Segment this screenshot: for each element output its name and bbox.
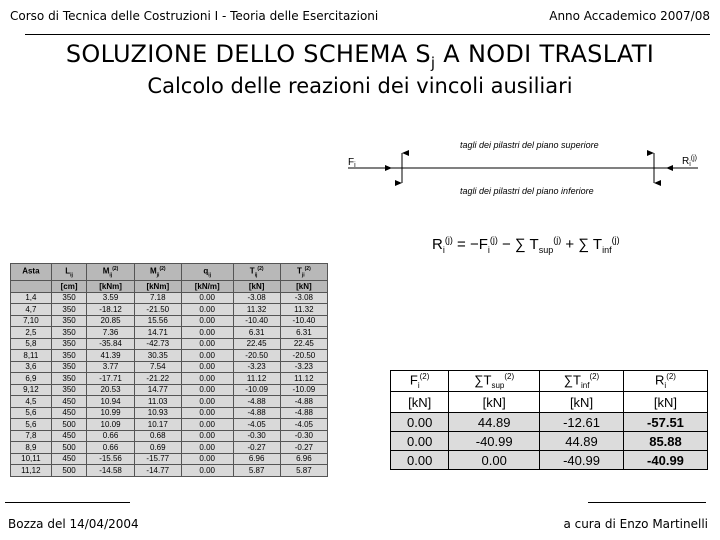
table-cell: 6.96 — [280, 453, 327, 465]
table-cell: 41.39 — [87, 350, 134, 362]
header-symbol: ∑T — [474, 372, 492, 388]
reactions-row — [391, 451, 708, 470]
unit-cell: [cm] — [51, 281, 87, 293]
unit-cell: [kNm] — [87, 281, 134, 293]
header-subscript: i — [664, 380, 667, 390]
table-cell: 500 — [51, 419, 87, 431]
table-cell: 15.56 — [134, 315, 181, 327]
header-symbol: R — [655, 372, 665, 388]
table-cell: 0.00 — [181, 465, 233, 477]
table-cell: 9,12 — [11, 384, 52, 396]
table-cell: 10.99 — [87, 407, 134, 419]
table-cell: 0.00 — [449, 451, 540, 470]
table-cell: -10.09 — [280, 384, 327, 396]
table-row — [11, 350, 328, 362]
table-cell: 22.45 — [280, 338, 327, 350]
table-cell: 5,6 — [11, 419, 52, 431]
table-row — [11, 373, 328, 385]
table-cell: 7.36 — [87, 327, 134, 339]
table-cell: 5.87 — [233, 465, 280, 477]
table-cell: 0.00 — [181, 338, 233, 350]
table-cell: 0.00 — [181, 384, 233, 396]
table-cell: -4.05 — [233, 419, 280, 431]
table-cell: -10.09 — [233, 384, 280, 396]
header-cell — [280, 264, 327, 281]
table-cell: -3.08 — [280, 292, 327, 304]
table-cell: 30.35 — [134, 350, 181, 362]
header-subscript: ji — [301, 272, 305, 279]
table-cell: 85.88 — [623, 432, 707, 451]
table-cell: -40.99 — [449, 432, 540, 451]
header-symbol: T — [249, 266, 255, 276]
table-cell: -4.88 — [280, 396, 327, 408]
table-cell: 5,6 — [11, 407, 52, 419]
academic-year: Anno Accademico 2007/08 — [549, 9, 710, 23]
table-cell: -3.08 — [233, 292, 280, 304]
table-row — [11, 396, 328, 408]
header-symbol: T — [296, 266, 302, 276]
table-cell: 20.53 — [87, 384, 134, 396]
table-cell: 350 — [51, 373, 87, 385]
header-symbol: q — [203, 266, 209, 276]
table-cell: 350 — [51, 361, 87, 373]
header-cell — [87, 264, 134, 281]
table-cell: 350 — [51, 338, 87, 350]
table-cell: 350 — [51, 384, 87, 396]
table-cell: -12.61 — [540, 413, 624, 432]
table-header-row — [11, 264, 328, 281]
table-cell: 350 — [51, 292, 87, 304]
table-row — [11, 384, 328, 396]
course-header: Corso di Tecnica delle Costruzioni I - Teoria delle Esercitazioni — [10, 9, 379, 23]
table-cell: -17.71 — [87, 373, 134, 385]
table-cell: 0.00 — [181, 361, 233, 373]
auxiliary-reactions-table — [390, 370, 708, 470]
table-cell: -14.77 — [134, 465, 181, 477]
table-cell: -18.12 — [87, 304, 134, 316]
table-row — [11, 361, 328, 373]
table-cell: 2,5 — [11, 327, 52, 339]
table-cell: 10.93 — [134, 407, 181, 419]
table-cell: 0.68 — [134, 430, 181, 442]
table-row — [11, 327, 328, 339]
table-cell: 0.00 — [181, 442, 233, 454]
table-cell: 14.71 — [134, 327, 181, 339]
header-cell — [233, 264, 280, 281]
table-cell: -3.23 — [233, 361, 280, 373]
table-cell: -0.27 — [233, 442, 280, 454]
table-cell: -35.84 — [87, 338, 134, 350]
table-cell: 11.32 — [280, 304, 327, 316]
table-cell: -20.50 — [233, 350, 280, 362]
table-cell: -21.50 — [134, 304, 181, 316]
table-cell: 0.00 — [181, 407, 233, 419]
table-cell: 10.09 — [87, 419, 134, 431]
unit-cell — [11, 281, 52, 293]
force-fi-label: $F_i$ — [348, 157, 356, 169]
table-cell: 3,6 — [11, 361, 52, 373]
upper-columns-shear-label: tagli dei pilastri del piano superiore — [460, 140, 599, 150]
table-cell: 0.69 — [134, 442, 181, 454]
unit-cell: [kN] — [391, 392, 449, 413]
table-cell: 0.00 — [391, 432, 449, 451]
table-cell: 10.17 — [134, 419, 181, 431]
unit-cell: [kN] — [540, 392, 624, 413]
header-superscript: (2) — [419, 372, 430, 382]
table-cell: 8,9 — [11, 442, 52, 454]
unit-cell: [kN] — [449, 392, 540, 413]
table-row — [11, 292, 328, 304]
table-cell: 0.00 — [181, 396, 233, 408]
table-cell: 14.77 — [134, 384, 181, 396]
table-cell: 350 — [51, 327, 87, 339]
header-rule — [25, 34, 710, 35]
table-cell: 20.85 — [87, 315, 134, 327]
table-cell: 44.89 — [540, 432, 624, 451]
table-row — [11, 419, 328, 431]
table-cell: 0.00 — [181, 419, 233, 431]
table-cell: -4.05 — [280, 419, 327, 431]
footer-rule-right — [588, 502, 706, 503]
reactions-units-row — [391, 392, 708, 413]
header-subscript: ij — [254, 272, 258, 279]
table-cell: 11.03 — [134, 396, 181, 408]
header-subscript: i — [417, 380, 420, 390]
table-cell: 7.18 — [134, 292, 181, 304]
header-cell — [540, 371, 624, 392]
header-superscript: (2) — [112, 266, 119, 272]
table-row — [11, 338, 328, 350]
table-cell: -15.56 — [87, 453, 134, 465]
footer-rule-left — [5, 502, 130, 503]
table-cell: 0.00 — [391, 451, 449, 470]
table-cell: 0.66 — [87, 430, 134, 442]
header-subscript: ij — [109, 272, 113, 279]
header-cell — [449, 371, 540, 392]
table-cell: -10.40 — [280, 315, 327, 327]
header-cell — [623, 371, 707, 392]
table-cell: 6.31 — [280, 327, 327, 339]
table-cell: 0.66 — [87, 442, 134, 454]
header-subscript: ji — [156, 272, 160, 279]
table-cell: -57.51 — [623, 413, 707, 432]
table-row — [11, 430, 328, 442]
table-cell: -4.88 — [233, 396, 280, 408]
table-cell: 500 — [51, 442, 87, 454]
table-cell: -0.30 — [280, 430, 327, 442]
table-row — [11, 465, 328, 477]
table-cell: 11.12 — [280, 373, 327, 385]
table-cell: 8,11 — [11, 350, 52, 362]
table-cell: 7.54 — [134, 361, 181, 373]
header-cell — [11, 264, 52, 281]
header-symbol: M — [102, 266, 110, 276]
table-cell: 450 — [51, 430, 87, 442]
author-credit: a cura di Enzo Martinelli — [563, 517, 708, 531]
slide-subtitle: Calcolo delle reazioni dei vincoli ausiliari — [147, 74, 573, 98]
header-superscript: (2) — [257, 266, 264, 272]
table-cell: 0.00 — [181, 430, 233, 442]
table-cell: 44.89 — [449, 413, 540, 432]
table-cell: 10,11 — [11, 453, 52, 465]
table-cell: 7,8 — [11, 430, 52, 442]
table-row — [11, 304, 328, 316]
table-cell: 450 — [51, 407, 87, 419]
header-cell — [391, 371, 449, 392]
table-cell: -0.27 — [280, 442, 327, 454]
table-cell: 350 — [51, 304, 87, 316]
table-cell: 11.32 — [233, 304, 280, 316]
table-cell: 0.00 — [181, 327, 233, 339]
header-symbol: L — [65, 266, 71, 276]
table-cell: 0.00 — [181, 315, 233, 327]
table-cell: -14.58 — [87, 465, 134, 477]
table-cell: 6.31 — [233, 327, 280, 339]
table-row — [11, 453, 328, 465]
unit-cell: [kN] — [280, 281, 327, 293]
table-cell: 500 — [51, 465, 87, 477]
reactions-row — [391, 413, 708, 432]
unit-cell: [kN] — [623, 392, 707, 413]
header-superscript: (2) — [159, 266, 166, 272]
table-cell: -15.77 — [134, 453, 181, 465]
table-cell: 3.77 — [87, 361, 134, 373]
header-subscript: sup — [491, 380, 505, 390]
header-cell — [51, 264, 87, 281]
reaction-ri-label: $R_i^{(j)}$ — [682, 155, 698, 168]
table-cell: -21.22 — [134, 373, 181, 385]
header-subscript: ij — [208, 272, 212, 279]
header-cell — [134, 264, 181, 281]
table-cell: -40.99 — [623, 451, 707, 470]
table-cell: 11.12 — [233, 373, 280, 385]
table-units-row — [11, 281, 328, 293]
header-superscript: (2) — [504, 372, 515, 382]
unit-cell: [kNm] — [134, 281, 181, 293]
table-cell: -4.88 — [280, 407, 327, 419]
header-symbol: F — [409, 372, 418, 388]
table-cell: 350 — [51, 315, 87, 327]
header-superscript: (2) — [589, 372, 600, 382]
table-cell: 4,5 — [11, 396, 52, 408]
table-cell: 0.00 — [181, 292, 233, 304]
table-cell: 450 — [51, 396, 87, 408]
table-cell: -0.30 — [233, 430, 280, 442]
header-symbol: Asta — [22, 266, 40, 276]
table-row — [11, 442, 328, 454]
table-cell: -20.50 — [280, 350, 327, 362]
reaction-formula: $R_i^{(j)} = -F_i^{(j)}$ − ∑ $T_{sup}^{(j)}$ + ∑ $T_{inf}^{(j)}$ — [432, 235, 620, 255]
member-end-actions-table — [10, 263, 328, 477]
unit-cell: [kN/m] — [181, 281, 233, 293]
table-cell: 10.94 — [87, 396, 134, 408]
table-cell: 7,10 — [11, 315, 52, 327]
table-row — [11, 407, 328, 419]
slide-title: SOLUZIONE DELLO SCHEMA $S_j$ A NODI TRASLATI — [65, 40, 655, 72]
table-row — [11, 315, 328, 327]
reactions-header-row — [391, 371, 708, 392]
table-cell: -42.73 — [134, 338, 181, 350]
header-symbol: ∑T — [563, 372, 581, 388]
header-symbol: M — [149, 266, 157, 276]
table-cell: 5,8 — [11, 338, 52, 350]
reactions-row — [391, 432, 708, 451]
header-superscript: (2) — [666, 372, 676, 382]
table-cell: -3.23 — [280, 361, 327, 373]
table-cell: 0.00 — [181, 373, 233, 385]
header-superscript: (2) — [304, 266, 311, 272]
lower-columns-shear-label: tagli dei pilastri del piano inferiore — [460, 186, 594, 196]
table-cell: 6.96 — [233, 453, 280, 465]
table-cell: 450 — [51, 453, 87, 465]
table-cell: 6,9 — [11, 373, 52, 385]
table-cell: -10.40 — [233, 315, 280, 327]
header-subscript: ij — [70, 272, 73, 279]
table-cell: 11,12 — [11, 465, 52, 477]
table-cell: 5.87 — [280, 465, 327, 477]
table-cell: -40.99 — [540, 451, 624, 470]
table-cell: 1,4 — [11, 292, 52, 304]
table-cell: 0.00 — [181, 453, 233, 465]
node-equilibrium-diagram — [342, 136, 714, 200]
table-cell: 3.59 — [87, 292, 134, 304]
unit-cell: [kN] — [233, 281, 280, 293]
table-cell: 4,7 — [11, 304, 52, 316]
draft-date: Bozza del 14/04/2004 — [8, 517, 139, 531]
table-cell: 350 — [51, 350, 87, 362]
table-cell: 0.00 — [181, 350, 233, 362]
header-subscript: inf — [580, 380, 590, 390]
table-cell: 0.00 — [391, 413, 449, 432]
table-cell: 0.00 — [181, 304, 233, 316]
table-cell: 22.45 — [233, 338, 280, 350]
header-cell — [181, 264, 233, 281]
table-cell: -4.88 — [233, 407, 280, 419]
